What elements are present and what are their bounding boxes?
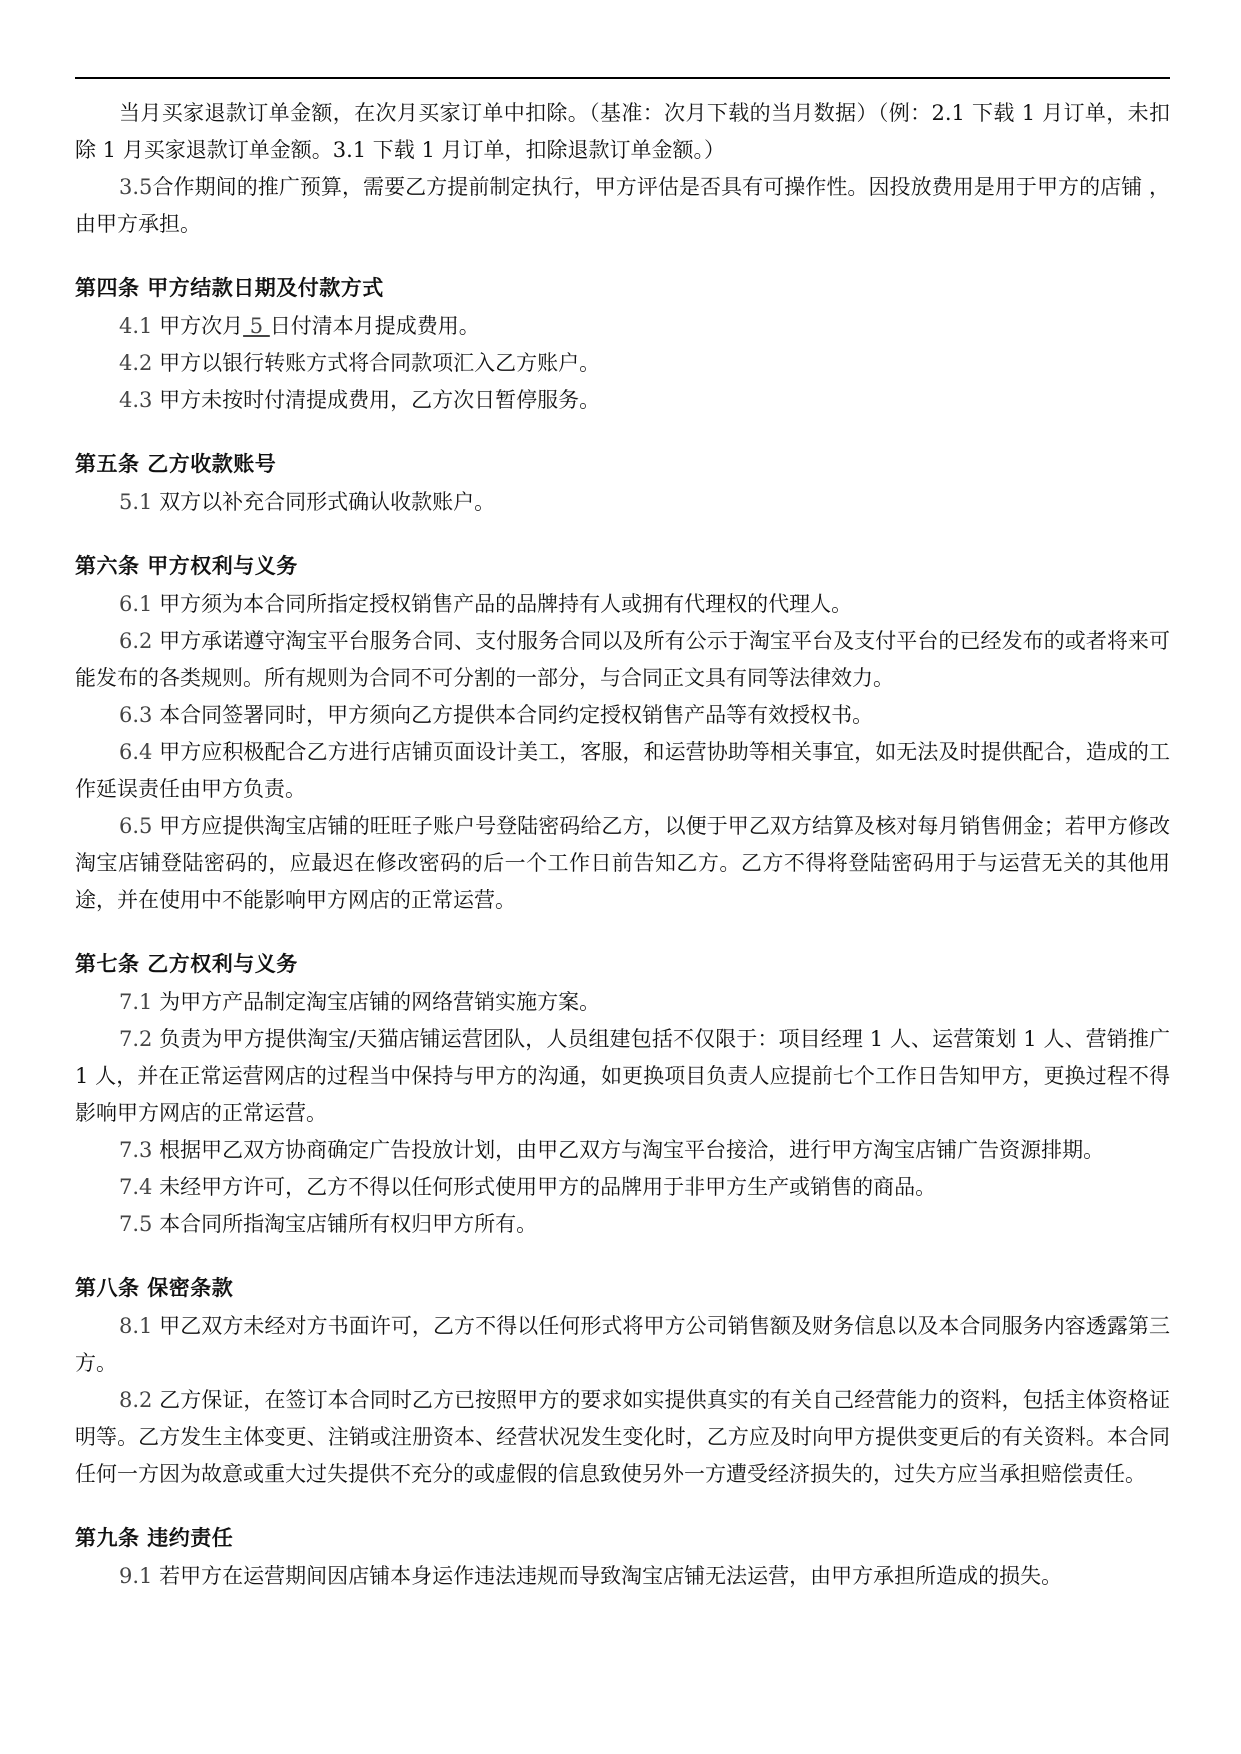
clause-6-2: [75, 623, 1170, 697]
clause-number: 6.4: [119, 740, 153, 764]
clause-number: 4.1: [119, 314, 153, 338]
clause-text: 合作期间的推广预算，需要乙方提前制定执行，甲方评估是否具有可操作性。因投放费用是用于甲方的店铺 ，由甲方承担。: [75, 175, 1170, 236]
clause-number: 7.5: [119, 1212, 153, 1236]
section-heading-7: 第七条 乙方权利与义务: [75, 952, 298, 976]
clause-text: 若甲方在运营期间因店铺本身运作违法违规而导致淘宝店铺无法运营，由甲方承担所造成的损失。: [159, 1564, 1063, 1588]
clause-text: 本合同签署同时，甲方须向乙方提供本合同约定授权销售产品等有效授权书。: [159, 703, 874, 727]
clause-number: 8.2: [119, 1388, 153, 1412]
clause-number: 7.3: [119, 1138, 153, 1162]
clause-number: 7.4: [119, 1175, 153, 1199]
clause-text: 为甲方产品制定淘宝店铺的网络营销实施方案。: [159, 990, 601, 1014]
clause-6-1: [75, 586, 1170, 623]
section-heading-9: 第九条 违约责任: [75, 1526, 234, 1550]
clause-4-1: [75, 308, 1170, 345]
clause-text: 甲方应提供淘宝店铺的旺旺子账户号登陆密码给乙方，以便于甲乙双方结算及核对每月销售佣金；若甲方修改淘宝店铺登陆密码的，应最迟在修改密码的后一个工作日前告知乙方。乙方不得将登陆密码用于与运营无关的其他用途，并在使用中不能影响甲方网店的正常运营。: [75, 814, 1170, 912]
clause-3-5: [75, 169, 1170, 243]
clause-number: 7.1: [119, 990, 153, 1014]
clause-number: 8.1: [119, 1314, 153, 1338]
clause-text: 双方以补充合同形式确认收款账户。: [159, 490, 496, 514]
clause-text: 甲方应积极配合乙方进行店铺页面设计美工，客服，和运营协助等相关事宜，如无法及时提供配合，造成的工作延误责任由甲方负责。: [75, 740, 1170, 801]
clause-6-5: [75, 808, 1170, 919]
clause-6-4: [75, 734, 1170, 808]
clause-text: 根据甲乙双方协商确定广告投放计划，由甲乙双方与淘宝平台接洽，进行甲方淘宝店铺广告资源排期。: [159, 1138, 1105, 1162]
paragraph-text: 当月买家退款订单金额，在次月买家订单中扣除。（基准：次月下载的当月数据）（例：2.1 下载 1 月订单，未扣除 1 月买家退款订单金额。3.1 下载 1 月订单，扣除退款订单金额。）: [75, 101, 1170, 162]
section-heading-4: 第四条 甲方结款日期及付款方式: [75, 276, 384, 300]
clause-number: 6.3: [119, 703, 153, 727]
clause-number: 6.1: [119, 592, 153, 616]
clause-text: 甲方承诺遵守淘宝平台服务合同、支付服务合同以及所有公示于淘宝平台及支付平台的已经发布的或者将来可能发布的各类规则。所有规则为合同不可分割的一部分，与合同正文具有同等法律效力。: [75, 629, 1170, 690]
clause-5-1: [75, 484, 1170, 521]
section-heading-6: 第六条 甲方权利与义务: [75, 554, 298, 578]
clause-text: 日付清本月提成费用。: [269, 314, 480, 338]
clause-9-1: [75, 1558, 1170, 1595]
clause-8-1: [75, 1308, 1170, 1382]
clause-4-3: [75, 382, 1170, 419]
clause-number: 4.3: [119, 388, 153, 412]
clause-text: 乙方保证，在签订本合同时乙方已按照甲方的要求如实提供真实的有关自己经营能力的资料，包括主体资格证明等。乙方发生主体变更、注销或注册资本、经营状况发生变化时，乙方应及时向甲方提供变更后的有关资料。本合同任何一方因为故意或重大过失提供不充分的或虚假的信息致使另外一方遭受经济损失的，过失方应当承担赔偿责任。: [75, 1388, 1170, 1486]
clause-text: 甲乙双方未经对方书面许可，乙方不得以任何形式将甲方公司销售额及财务信息以及本合同服务内容透露第三方。: [75, 1314, 1170, 1375]
clause-text: 负责为甲方提供淘宝/天猫店铺运营团队，人员组建包括不仅限于：项目经理 1 人、运营策划 1 人、营销推广 1 人，并在正常运营网店的过程当中保持与甲方的沟通，如更换项目负责人应提前七个工作日告知甲方，更换过程不得影响甲方网店的正常运营。: [75, 1027, 1170, 1125]
header-rule: [75, 77, 1170, 79]
clause-text: 甲方未按时付清提成费用，乙方次日暂停服务。: [159, 388, 601, 412]
payment-day: 5: [243, 314, 270, 338]
clause-6-3: [75, 697, 1170, 734]
clause-text: 甲方以银行转账方式将合同款项汇入乙方账户。: [159, 351, 601, 375]
clause-number: 6.2: [119, 629, 153, 653]
section-heading-5: 第五条 乙方收款账号: [75, 452, 277, 476]
clause-7-1: [75, 984, 1170, 1021]
clause-number: 4.2: [119, 351, 153, 375]
clause-text: 本合同所指淘宝店铺所有权归甲方所有。: [159, 1212, 538, 1236]
clause-7-3: [75, 1132, 1170, 1169]
clause-7-2: [75, 1021, 1170, 1132]
clause-number: 5.1: [119, 490, 153, 514]
clause-number: 3.5: [119, 175, 153, 199]
clause-text: 甲方次月: [159, 314, 244, 338]
paragraph-refund: [75, 95, 1170, 169]
clause-number: 6.5: [119, 814, 153, 838]
clause-text: 未经甲方许可，乙方不得以任何形式使用甲方的品牌用于非甲方生产或销售的商品。: [159, 1175, 937, 1199]
clause-number: 7.2: [119, 1027, 153, 1051]
clause-4-2: [75, 345, 1170, 382]
clause-text: 甲方须为本合同所指定授权销售产品的品牌持有人或拥有代理权的代理人。: [159, 592, 853, 616]
contract-body: [75, 95, 1170, 1595]
clause-7-5: [75, 1206, 1170, 1243]
section-heading-8: 第八条 保密条款: [75, 1276, 234, 1300]
clause-7-4: [75, 1169, 1170, 1206]
clause-8-2: [75, 1382, 1170, 1493]
clause-number: 9.1: [119, 1564, 153, 1588]
